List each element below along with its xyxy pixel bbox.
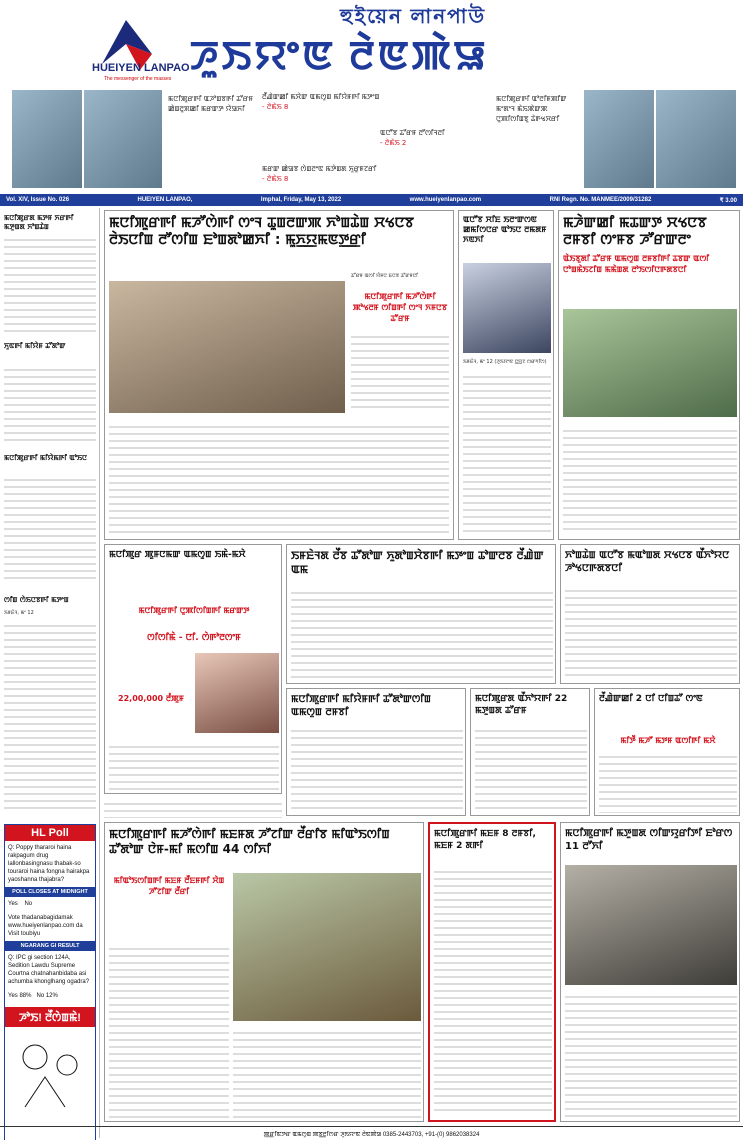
poll-result-question: Q: IPC gi section 124A, Sedition Lawdu Supreme Courtna chatnahanbidaba asi achumba khonglhang ogadra? <box>8 955 90 985</box>
left-story-4-dateline: ꯏꯝꯐꯥꯜ, ꯃꯦ 12 <box>4 610 34 616</box>
profile-headline[interactable]: ꯑꯅꯧꯕ ꯆꯤꯐ ꯏꯂꯦꯛꯁꯟ ꯀꯃꯤꯁꯅꯔ ꯑꯣꯏꯅ ꯂꯃꯗꯝ ꯈꯟꯈꯤ <box>463 215 547 244</box>
left-story-2-body <box>4 364 96 444</box>
masthead-title: ꯍꯨꯏꯌꯦꯟ ꯂꯥꯟꯄꯥꯎ <box>190 33 489 78</box>
profile-story <box>458 210 554 540</box>
masthead <box>0 0 743 86</box>
teaser-3[interactable]: ꯃꯔꯛ ꯀꯥꯎꯕ ꯁꯥꯡꯂꯦꯟ ꯃꯇꯥꯡꯗ ꯈꯨꯔꯨꯝꯖꯔꯤ - ꯂꯥꯃꯥꯏ 8 <box>262 165 377 183</box>
left-story-1-title[interactable]: ꯃꯅꯤꯄꯨꯔꯗ ꯃꯇꯝ ꯈꯔꯒꯤ ꯃꯇꯨꯡꯗ ꯈꯣꯡꯊꯥꯡ <box>4 214 74 231</box>
advert-amount: 22,00,000 ꯂꯪꯄꯨꯝ <box>118 694 184 703</box>
mid-story-2-headline[interactable]: ꯈꯣꯡꯊꯥꯡ ꯑꯅꯧꯕ ꯃꯑꯣꯡꯗ ꯆꯠꯅꯕ ꯑꯩꯈꯣꯌꯅ ꯍꯣꯠꯅꯒꯗꯕꯅꯤ <box>565 550 730 574</box>
bottom-right-story <box>560 822 740 1122</box>
poll-yes-option[interactable]: Yes <box>8 901 18 907</box>
lead-body <box>109 421 449 535</box>
bottom-lead-headline[interactable]: ꯃꯅꯤꯄꯨꯔꯒꯤ ꯃꯍꯧꯁꯥꯒꯤ ꯃꯐꯝꯗ ꯍꯧꯖꯤꯛ ꯂꯩꯔꯤꯕ ꯃꯤꯑꯣꯏꯁꯤꯡ ꯊꯧꯗꯣꯛ ꯅꯥꯝ-ꯃꯤ ꯃꯁꯤꯡ 44 ꯁꯤꯈꯤ <box>109 827 390 856</box>
logo-tagline: The messenger of the masses <box>104 76 172 82</box>
lead-side-red: ꯃꯅꯤꯄꯨꯔꯒꯤ ꯃꯍꯧꯁꯥꯒꯤ ꯄꯣꯠꯂꯝ ꯁꯤꯡꯒꯤ ꯁꯦꯜ ꯈꯝꯅꯕ ꯊꯧꯔꯝ <box>352 292 448 323</box>
mid-story-3 <box>286 688 466 816</box>
left-story-1-body <box>4 234 96 334</box>
mid-story-5-headline[interactable]: ꯂꯩꯉꯥꯛꯀꯤ 2 ꯅꯤ ꯅꯤꯡꯊꯧ ꯁꯦꯟ <box>599 694 703 704</box>
price: ₹ 3.00 <box>719 197 737 204</box>
top-left-teaser[interactable]: ꯃꯅꯤꯄꯨꯔꯒꯤ ꯑꯍꯣꯡꯕꯒꯤ ꯊꯧꯔꯝ ꯀꯥꯡꯂꯨꯞꯀꯤ ꯃꯔꯛꯇ ꯌꯥꯎꯈꯤ <box>168 95 254 113</box>
regn-number: RNI Regn. No. MANMEE/2009/31282 <box>549 197 652 203</box>
mid-story-4-body <box>475 725 587 813</box>
poll-options <box>5 897 95 911</box>
advert-headline: ꯃꯅꯤꯄꯨꯔ ꯄꯨꯝꯅꯃꯛ ꯑꯃꯁꯨꯡ ꯏꯃꯥ-ꯃꯆꯥ <box>109 550 246 560</box>
mid-story-5-red: ꯃꯤꯇꯩ ꯃꯍꯧ ꯃꯇꯝ ꯑꯁꯤꯒꯤ ꯃꯆꯥ <box>620 736 716 745</box>
top-right-photo-2 <box>656 90 736 188</box>
profile-body <box>463 371 551 535</box>
logo-name: HUEIYEN LANPAO <box>92 62 190 74</box>
hl-poll <box>4 824 96 1140</box>
mid-story-5 <box>594 688 740 816</box>
poll-title: HL Poll <box>5 825 95 841</box>
advert-portrait <box>195 653 279 733</box>
profile-photo <box>463 263 551 353</box>
top-left-photo <box>12 90 82 188</box>
bottom-right-headline[interactable]: ꯃꯅꯤꯄꯨꯔꯒꯤ ꯃꯇꯨꯡꯗ ꯁꯤꯛꯌꯨꯔꯤꯇꯤ ꯐꯣꯔꯁ 11 ꯂꯧꯈꯤ <box>565 828 733 852</box>
mid-story-1-body <box>291 587 553 681</box>
mid-story-5-body <box>599 751 737 813</box>
teaser-1[interactable]: ꯂꯩꯉꯥꯛꯀꯤ ꯃꯆꯥꯛ ꯑꯃꯁꯨꯡ ꯃꯤꯌꯥꯝꯒꯤ ꯃꯇꯦꯡ - ꯂꯥꯃꯥꯏ 8 <box>262 93 380 111</box>
mid-story-1 <box>286 544 556 684</box>
footer: ꯄ꯭ꯔꯤꯟꯇꯔ ꯑꯃꯁꯨꯡ ꯄꯕ꯭ꯂꯤꯁꯔ ꯍꯨꯏꯌꯦꯟ ꯂꯥꯟꯄꯥꯎ 0385-2443703, +91-(0) 9862038324 <box>0 1126 743 1140</box>
poll-result-title: NGARANG GI RESULT <box>5 941 95 951</box>
website-link[interactable]: www.hueiyenlanpao.com <box>409 197 482 203</box>
left-story-3-title[interactable]: ꯃꯅꯤꯄꯨꯔꯒꯤ ꯃꯤꯌꯥꯃꯒꯤ ꯑꯣꯏꯅ <box>4 454 87 462</box>
mid-story-2 <box>560 544 740 684</box>
boxed-story-headline[interactable]: ꯃꯅꯤꯄꯨꯔꯒꯤ ꯃꯐꯝ 8 ꯂꯝꯕꯤ, ꯃꯐꯝ 2 ꯗꯒꯤ <box>434 829 536 851</box>
bottom-lead-body-2 <box>233 1027 421 1119</box>
masthead-subtitle: হুইয়েন লানপাউ <box>340 6 487 28</box>
right-top-headline[interactable]: ꯃꯍꯥꯛꯀꯤ ꯃꯊꯛꯇ ꯆꯠꯅꯕ ꯂꯝꯕꯤ ꯁꯦꯝꯕ ꯍꯧꯔꯛꯂꯦ <box>563 215 707 248</box>
poll-vote-note: Vote thadanabagidamak www.hueiyenlanpao.com da Visit toubiyu <box>8 915 83 937</box>
volume-info: Vol. XIV, Issue No. 026 <box>6 197 70 203</box>
mid-story-1-headline[interactable]: ꯏꯝꯐꯥꯜꯗ ꯂꯩꯕ ꯊꯧꯗꯣꯛ ꯈꯨꯗꯣꯡꯆꯥꯕꯒꯤ ꯃꯇꯦꯡ ꯊꯣꯛꯂꯕ ꯂꯩꯉꯥꯛ ꯑꯃ <box>291 549 544 576</box>
teaser-2[interactable]: ꯑꯅꯧꯕ ꯊꯧꯔꯝ ꯂꯧꯁꯤꯜꯂꯤ - ꯂꯥꯃꯥꯏ 2 <box>380 129 445 147</box>
advert-box <box>104 544 282 794</box>
boxed-story <box>428 822 556 1122</box>
left-story-4-title[interactable]: ꯁꯤꯡ ꯁꯥꯏꯅꯕꯒꯤ ꯃꯇꯦꯡ <box>4 596 69 604</box>
right-top-photo <box>563 309 737 417</box>
info-bar <box>0 194 743 206</box>
poll-result-yes: Yes 88% <box>8 993 32 999</box>
dateline: Imphal, Friday, May 13, 2022 <box>260 197 342 203</box>
poll-closes: POLL CLOSES AT MIDNIGHT <box>5 887 95 897</box>
mid-story-3-body <box>291 725 463 813</box>
poll-result-no: No 12% <box>36 993 58 999</box>
advert-red-mid: ꯃꯅꯤꯄꯨꯔꯒꯤ ꯅꯨꯄꯤꯁꯤꯡꯒꯤ ꯃꯔꯛꯇ <box>138 606 250 615</box>
bottom-lead-red: ꯃꯤꯑꯣꯏꯁꯤꯡꯒꯤ ꯃꯐꯝ ꯂꯩꯐꯝꯒꯤ ꯆꯥꯡ ꯍꯧꯖꯤꯛ ꯂꯩꯔꯤ <box>113 876 225 896</box>
lead-photo <box>109 281 345 413</box>
mid-story-2-body <box>565 585 737 681</box>
top-right-photo <box>584 90 654 188</box>
top-left-photo-2 <box>84 90 162 188</box>
advert-overflow <box>104 798 282 818</box>
cartoon-title: ꯍꯣꯏ! ꯂꯩꯁꯥꯡꯃꯥ! <box>5 1007 95 1027</box>
lead-headline[interactable]: ꯃꯅꯤꯄꯨꯔꯒꯤ ꯃꯍꯧꯁꯥꯒꯤ ꯁꯦꯜ ꯊꯨꯡꯂꯛꯄ ꯈꯣꯡꯊꯥꯡ ꯆꯠꯅꯕ ꯂꯥꯏꯅꯤꯡ ꯂꯧꯁꯤꯡ ꯐꯣꯡꯗꯣꯀꯈꯤ : ꯃꯨꯈ꯭ꯌꯃꯟꯇ꯭ꯔꯤ <box>109 215 414 248</box>
right-top-body <box>563 425 737 535</box>
lead-side-body <box>351 331 449 411</box>
top-right-teaser[interactable]: ꯃꯅꯤꯄꯨꯔꯒꯤ ꯑꯣꯂꯤꯝꯄꯤꯛ ꯃꯦꯗꯦꯜ ꯃꯥꯏꯄꯥꯛꯄ ꯅꯨꯄꯤꯁꯤꯡꯕꯨ ꯊꯥꯒꯠꯆꯔꯤ <box>496 95 567 123</box>
top-strip <box>0 86 743 192</box>
poll-no-option[interactable]: No <box>24 901 33 907</box>
bottom-lead-photo <box>233 873 421 1021</box>
right-top-story <box>558 210 740 540</box>
cartoon-drawing-icon <box>5 1027 95 1127</box>
left-column <box>0 208 100 1138</box>
lead-side-sub: ꯊꯧꯔꯝ ꯑꯁꯤ ꯌꯥꯝꯅ ꯐꯅꯕ ꯊꯧꯔꯝꯅꯤ <box>351 273 418 279</box>
advert-body <box>109 741 279 791</box>
profile-dateline: ꯏꯝꯐꯥꯜ, ꯃꯦ 12 (ꯍꯨꯏꯌꯦꯟ ꯅ꯭ꯌꯨꯖ ꯁꯔꯚꯤꯁ) <box>463 359 547 365</box>
advert-person: ꯁꯤꯁꯤꯃꯥ - ꯅꯤ. ꯁꯥꯒꯣꯂꯁꯦꯝ <box>147 633 241 643</box>
paper-name: HUEIYEN LANPAO, <box>137 197 193 203</box>
mid-story-4-headline[interactable]: ꯃꯅꯤꯄꯨꯔꯗ ꯑꯩꯈꯣꯌꯒꯤ 22 ꯃꯇꯨꯡꯗ ꯊꯧꯔꯝ <box>475 694 568 716</box>
left-story-3-body <box>4 474 96 584</box>
left-story-2-title[interactable]: ꯈꯨꯟꯒꯤ ꯃꯤꯌꯥꯝ ꯊꯧꯗꯣꯛ <box>4 342 66 350</box>
boxed-story-body <box>434 866 552 1116</box>
bottom-right-photo <box>565 865 737 985</box>
bottom-lead-story <box>104 822 424 1122</box>
mid-story-4 <box>470 688 590 816</box>
poll-result-values <box>5 989 95 1003</box>
mid-story-3-headline[interactable]: ꯃꯅꯤꯄꯨꯔꯒꯤ ꯃꯤꯌꯥꯝꯒꯤ ꯊꯧꯗꯣꯛꯁꯤꯡ ꯑꯃꯁꯨꯡ ꯂꯝꯕꯤ <box>291 694 431 718</box>
bottom-lead-body-1 <box>109 943 229 1119</box>
left-story-4-body <box>4 620 96 810</box>
poll-question: Q: Poppy thararoi haina rakpagum drug lallonbasingnasu thabak-so touraroi haina fongna hairakpa yaoshanna thajabra? <box>8 845 90 883</box>
right-top-red: ꯑꯥꯏꯕꯨꯗꯤ ꯊꯧꯔꯝ ꯑꯃꯁꯨꯡ ꯂꯝꯕꯤꯒꯤ ꯊꯕꯛ ꯑꯁꯤ ꯅꯣꯡꯃꯥꯏꯖꯤꯡ ꯃꯃꯥꯡꯗ ꯂꯣꯏꯁꯤꯅꯒꯗꯕꯅꯤ <box>563 254 710 274</box>
lead-story <box>104 210 454 540</box>
bottom-right-body <box>565 991 737 1117</box>
